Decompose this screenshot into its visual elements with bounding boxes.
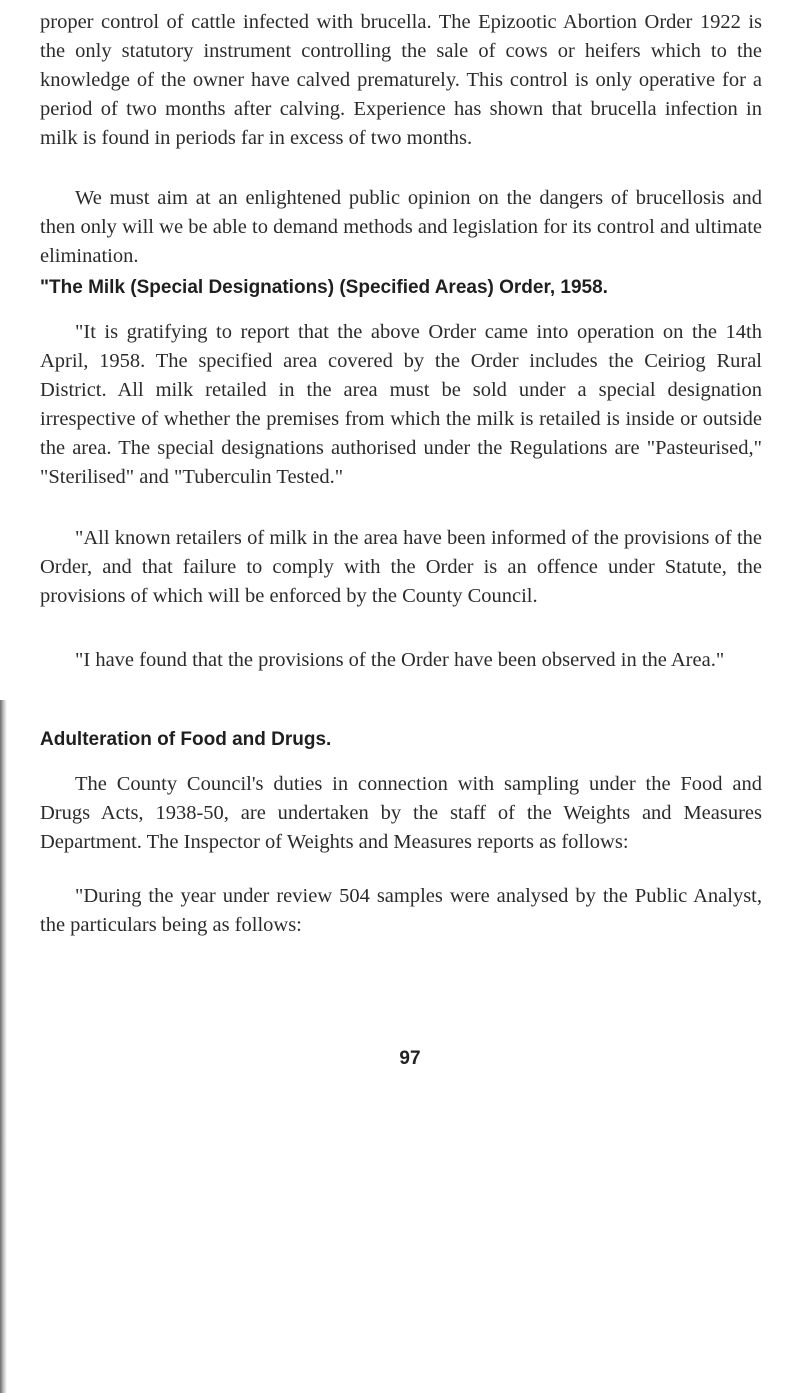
page-edge-shadow (0, 700, 7, 1393)
paragraph-order-operation: "It is gratifying to report that the above Order came into operation on the 14th April, 1958. The specified area covered by the Order includes the Ceiriog Rural District. All milk retailed in the area must be sold under a special designation irrespective of whether the premises from which the milk is retailed is inside or outside the area. The special designations authorised under the Regulations are "Pasteurised," "Sterilised" and "Tuberculin Tested." (40, 321, 762, 488)
page-number: 97 (399, 1048, 421, 1069)
paragraph-provisions-observed: "I have found that the provisions of the Order have been observed in the Area." (75, 649, 725, 671)
paragraph-retailers-informed: "All known retailers of milk in the area have been informed of the provisions of the Order, and that failure to comply with the Order is an offence under Statute, the provisions of which will be enforced by the County Council. (40, 527, 762, 607)
paragraph-brucella-control: proper control of cattle infected with brucella. The Epizootic Abortion Order 1922 is the only statutory instrument controlling the sale of cows or heifers which to the knowledge of the owner have calved prematurely. This control is only operative for a period of two months after calving. Experience has shown that brucella infection in milk is found in periods far in excess of two months. (40, 11, 762, 149)
paragraph-public-opinion: We must aim at an enlightened public opinion on the dangers of brucellosis and then only will we be able to demand methods and legislation for its control and ultimate elimination. (40, 187, 762, 267)
heading-adulteration: Adulteration of Food and Drugs. (40, 729, 332, 750)
heading-milk-order: "The Milk (Special Designations) (Specified Areas) Order, 1958. (40, 277, 608, 298)
paragraph-county-council-duties: The County Council's duties in connection with sampling under the Food and Drugs Acts, 1938-50, are undertaken by the staff of the Weights and Measures Department. The Inspector of Weights and Measures reports as follows: (40, 773, 762, 853)
paragraph-samples-analysed: "During the year under review 504 samples were analysed by the Public Analyst, the particulars being as follows: (40, 885, 762, 936)
